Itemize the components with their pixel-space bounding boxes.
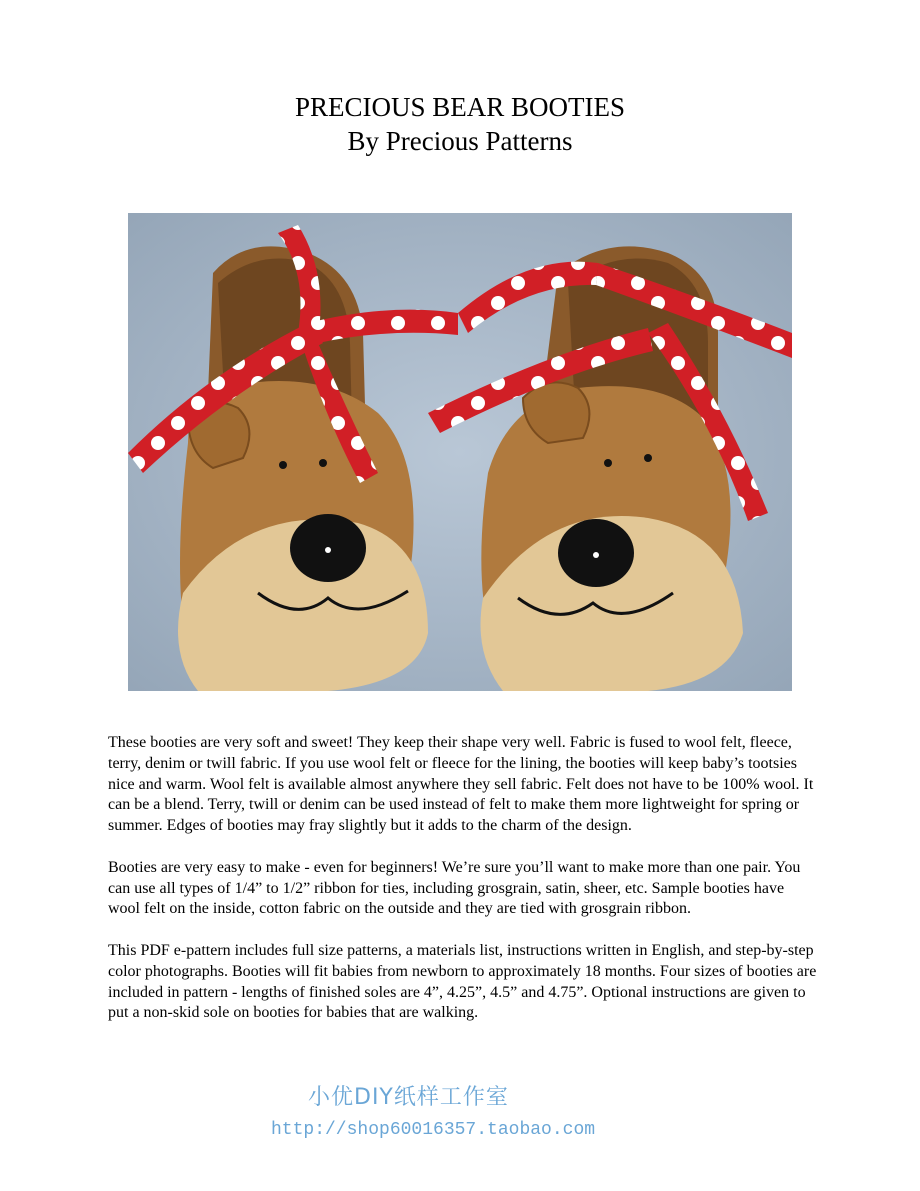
document-title	[0, 90, 920, 158]
paragraph-2: Booties are very easy to make - even for beginners! We’re sure you’ll want to make more than one pair. You can use all types of 1/4” to 1/2” ribbon for ties, including grosgrain, satin, sheer, etc. Sample booties have wool felt on the inside, cotton fabric on the outside and they are tied with grosgrain ribbon.	[108, 858, 801, 918]
watermark-url: http://shop60016357.taobao.com	[271, 1120, 596, 1140]
paragraph-3: This PDF e-pattern includes full size patterns, a materials list, instructions written in English, and step-by-step color photographs. Booties will fit babies from newborn to approximately 18 months. Four sizes of booties are included in pattern - lengths of finished soles are 4”, 4.25”, 4.5” and 4.75”. Optional instructions are given to put a non-skid sole on booties for babies that are walking.	[108, 941, 817, 1022]
bear-booties-illustration	[128, 213, 792, 691]
paragraph-1: These booties are very soft and sweet! They keep their shape very well. Fabric is fused to wool felt, fleece, terry, denim or twill fabric. If you use wool felt or fleece for the lining, the booties will keep baby’s tootsies nice and warm. Wool felt is available almost anywhere they sell fabric. Felt does not have to be 100% wool. It can be a blend. Terry, twill or denim can be used instead of felt to make them more lightweight for spring or summer. Edges of booties may fray slightly but it adds to the charm of the design.	[108, 734, 814, 835]
page-title: PRECIOUS BEAR BOOTIES	[294, 92, 626, 122]
page-subtitle: By Precious Patterns	[347, 126, 573, 156]
watermark-shop-name: 小优DIY纸样工作室	[308, 1085, 509, 1110]
description-text	[108, 733, 820, 1045]
bear-booties-photo	[128, 213, 792, 691]
